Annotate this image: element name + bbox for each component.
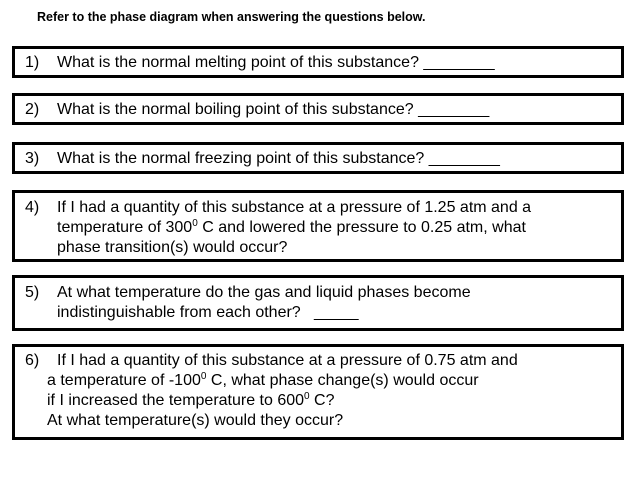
question-4-text-2b: C and lowered the pressure to 0.25 atm, what <box>197 219 526 236</box>
question-6-text-1: If I had a quantity of this substance at a pressure of 0.75 atm and <box>57 352 518 369</box>
question-6-text-2b: C, what phase change(s) would occur <box>206 372 479 389</box>
question-5-line-2 <box>25 303 615 323</box>
question-6-superscript-2: 0 <box>304 391 310 402</box>
question-4-line-1 <box>25 198 615 218</box>
instruction-heading: Refer to the phase diagram when answering the questions below. <box>37 10 426 24</box>
question-6-number: 6) <box>25 352 40 369</box>
question-6-line-3 <box>25 391 615 411</box>
question-5-text-1: At what temperature do the gas and liquid phases become <box>57 284 471 301</box>
question-4-text-1: If I had a quantity of this substance at a pressure of 1.25 atm and a <box>57 199 532 216</box>
question-4-number: 4) <box>25 199 40 216</box>
question-2-number: 2) <box>25 101 40 118</box>
question-3-number: 3) <box>25 150 40 167</box>
question-6-text-3b: C? <box>309 392 335 409</box>
question-6-line-4 <box>25 411 615 431</box>
question-1-text: What is the normal melting point of this substance? ________ <box>57 54 495 71</box>
question-6-text-2a: a temperature of -100 <box>47 372 201 389</box>
question-4-box <box>12 190 624 262</box>
question-2-line <box>25 100 615 120</box>
question-4-text-3: phase transition(s) would occur? <box>57 239 288 256</box>
question-6-text-3a: if I increased the temperature to 600 <box>47 392 305 409</box>
question-6-line-1 <box>25 351 615 371</box>
question-3-text: What is the normal freezing point of this substance? ________ <box>57 150 500 167</box>
question-5-line-1 <box>25 283 615 303</box>
question-5-number: 5) <box>25 284 40 301</box>
question-3-box <box>12 142 624 174</box>
question-4-line-3 <box>25 238 615 258</box>
question-1-line <box>25 53 615 73</box>
question-5-box <box>12 275 624 331</box>
question-4-superscript: 0 <box>192 218 198 229</box>
question-6-box <box>12 344 624 440</box>
question-1-box <box>12 46 624 78</box>
question-2-text: What is the normal boiling point of this substance? ________ <box>57 101 490 118</box>
question-1-number: 1) <box>25 54 40 71</box>
question-3-line <box>25 149 615 169</box>
question-4-line-2 <box>25 218 615 238</box>
question-6-line-2 <box>25 371 615 391</box>
question-6-text-4: At what temperature(s) would they occur? <box>47 412 344 429</box>
question-5-text-2: indistinguishable from each other? _____ <box>57 304 359 321</box>
question-2-box <box>12 93 624 125</box>
question-4-text-2a: temperature of 300 <box>57 219 193 236</box>
question-6-superscript-1: 0 <box>200 371 207 382</box>
